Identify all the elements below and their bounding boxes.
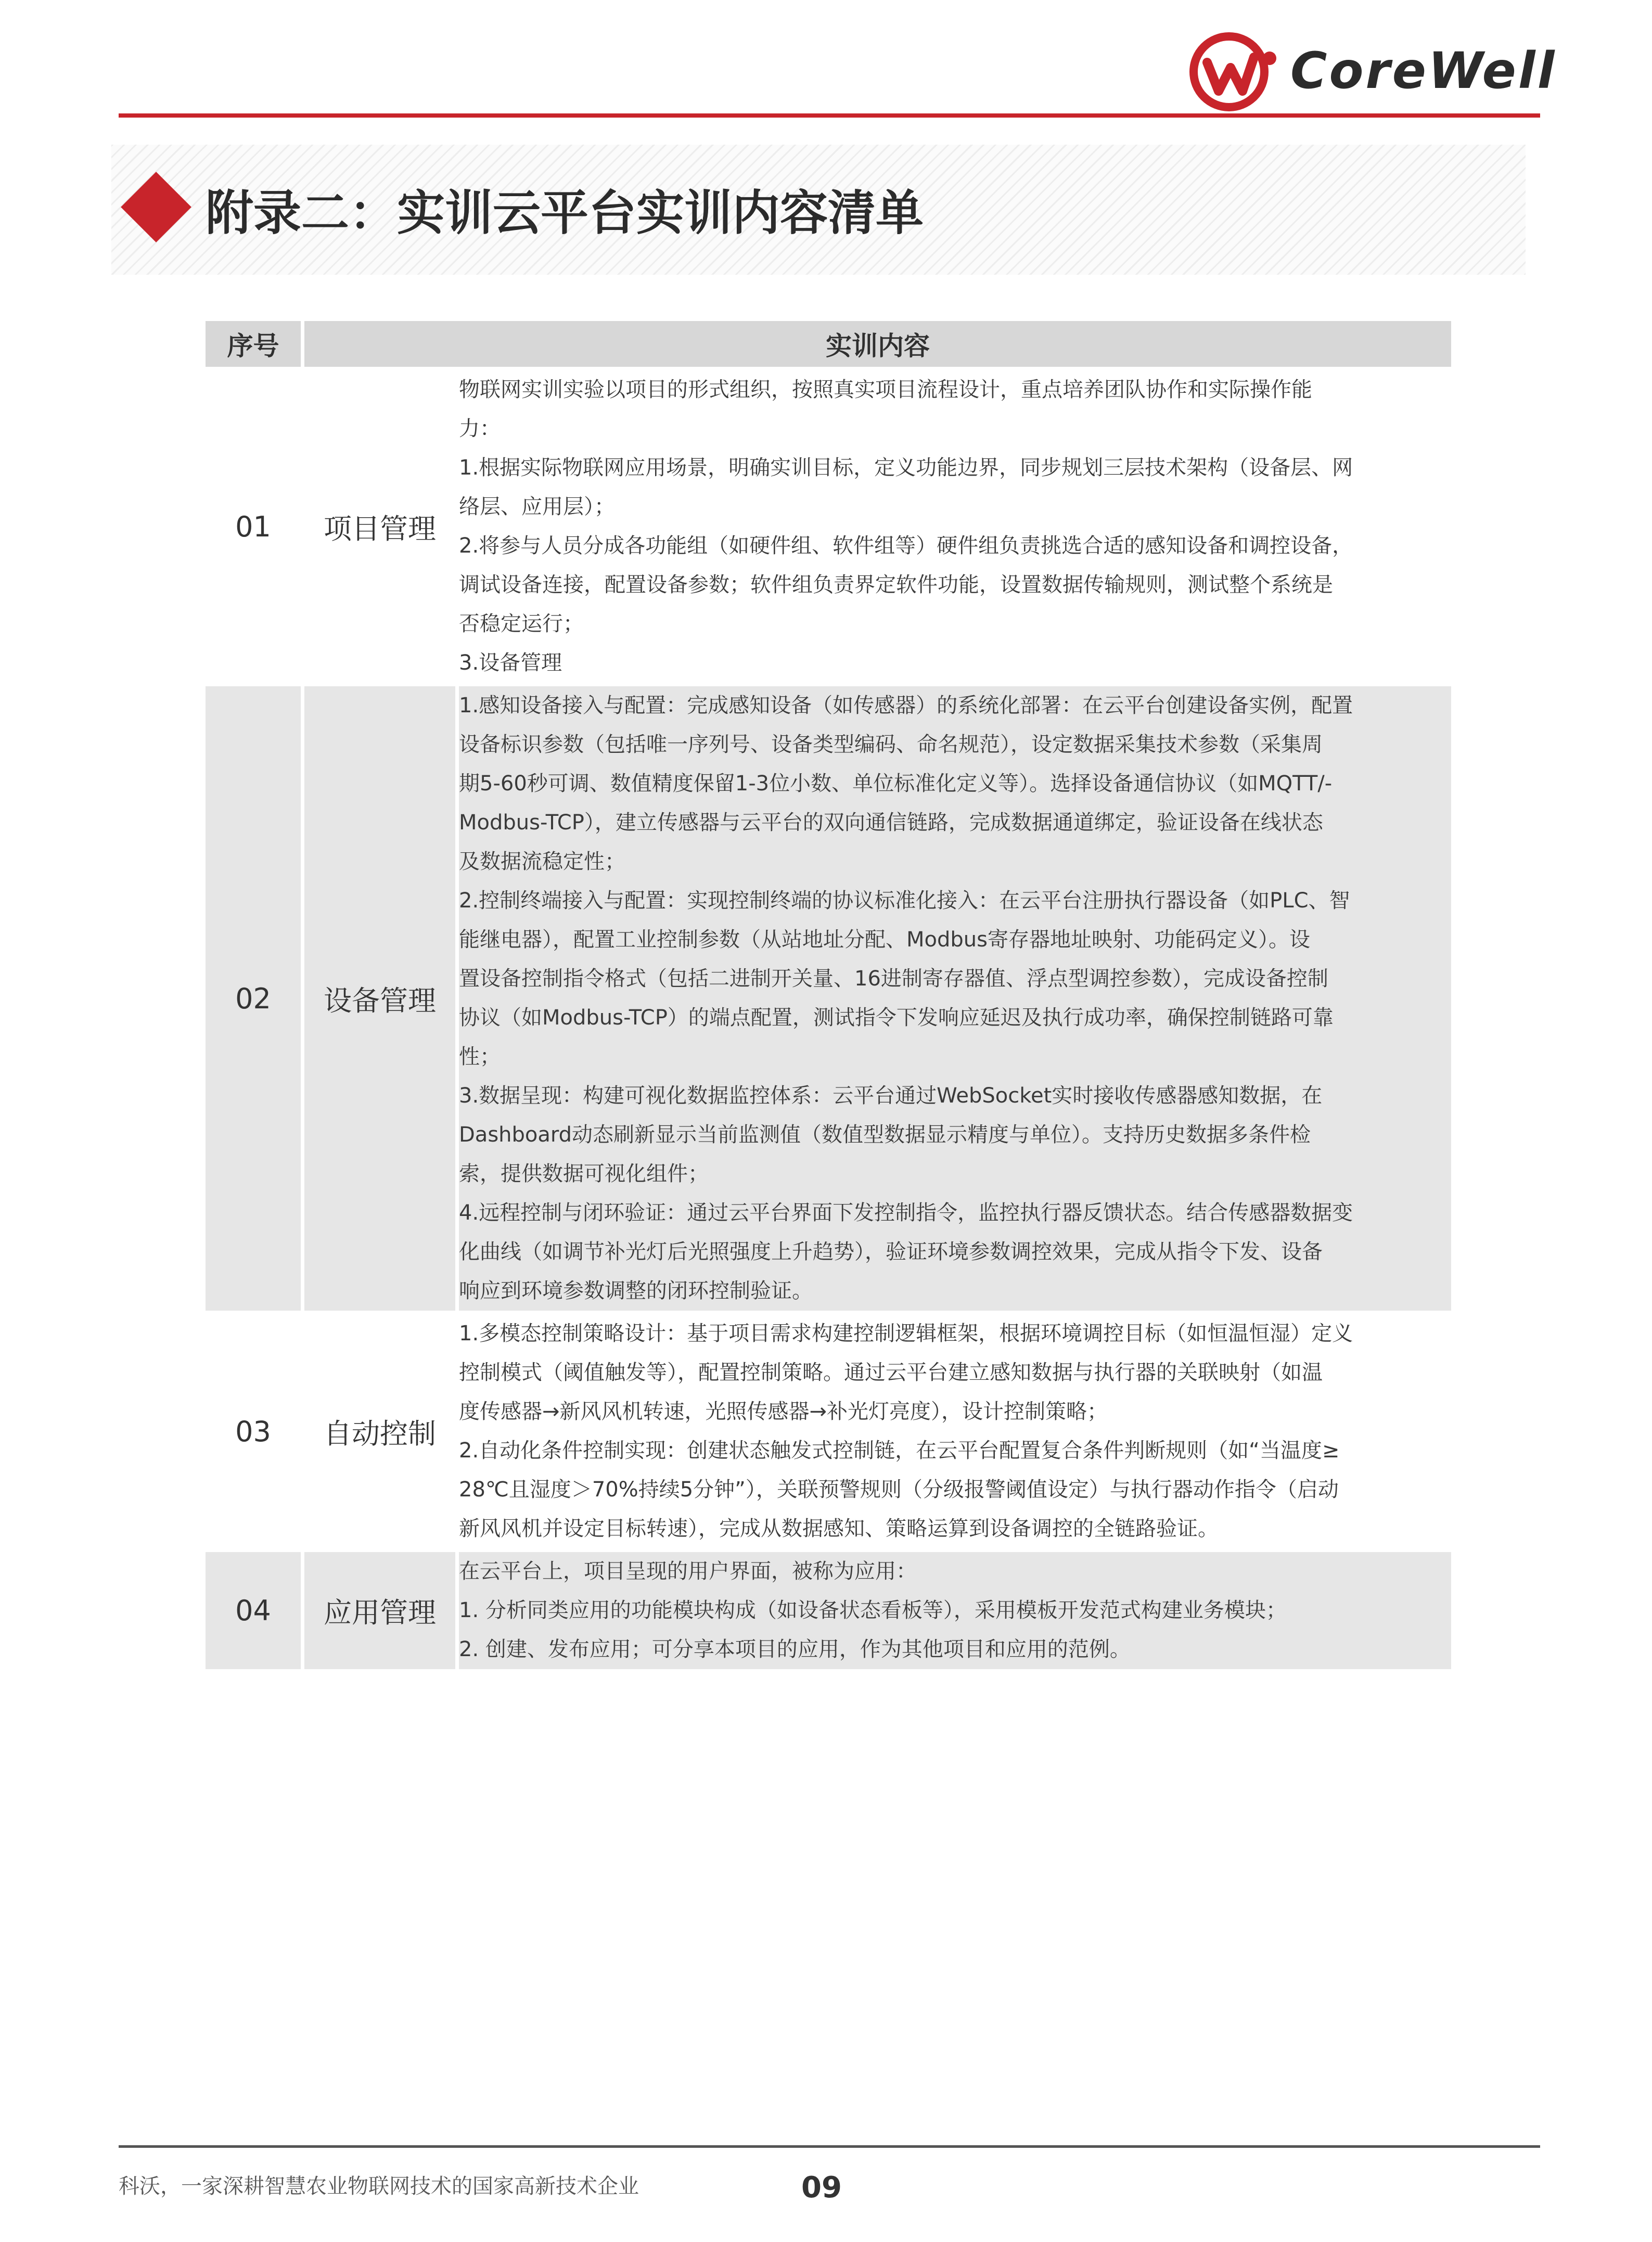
content-line: 2.控制终端接入与配置：实现控制终端的协议标准化接入：在云平台注册执行器设备（如PLC、智: [459, 889, 1350, 913]
content-line: 期5-60秒可调、数值精度保留1-3位小数、单位标准化定义等）。选择设备通信协议（如MQTT/-: [459, 772, 1333, 796]
content-line: 索，提供数据可视化组件；: [459, 1162, 709, 1186]
content-line: 物联网实训实验以项目的形式组织，按照真实项目流程设计，重点培养团队协作和实际操作能: [459, 378, 1312, 402]
header-cell-no: 序号: [206, 321, 301, 367]
header-rule: [119, 113, 1540, 118]
brand-name: CoreWell: [1290, 42, 1557, 100]
content-line: 1. 分析同类应用的功能模块构成（如设备状态看板等），采用模板开发范式构建业务模块；: [459, 1598, 1287, 1622]
table-row: [206, 686, 1451, 1311]
row-category: 项目管理: [304, 370, 455, 683]
row-number: 02: [206, 686, 301, 1311]
content-line: 1.多模态控制策略设计：基于项目需求构建控制逻辑框架，根据环境调控目标（如恒温恒湿）定义: [459, 1322, 1353, 1346]
row-content: [459, 1552, 1451, 1669]
content-line: 4.远程控制与闭环验证：通过云平台界面下发控制指令，监控执行器反馈状态。结合传感器数据变: [459, 1201, 1353, 1225]
row-category: 设备管理: [304, 686, 455, 1311]
content-line: 3.设备管理: [459, 651, 562, 675]
page-title: 附录二：实训云平台实训内容清单: [206, 185, 924, 241]
footer-tagline: 科沃，一家深耕智慧农业物联网技术的国家高新技术企业: [119, 2174, 639, 2198]
content-line: 设备标识参数（包括唯一序列号、设备类型编码、命名规范），设定数据采集技术参数（采集周: [459, 733, 1323, 757]
row-category: 应用管理: [304, 1552, 455, 1669]
content-line: 度传感器→新风风机转速，光照传感器→补光灯亮度），设计控制策略；: [459, 1400, 1108, 1424]
content-line: 能继电器），配置工业控制参数（从站地址分配、Modbus寄存器地址映射、功能码定义）。设: [459, 928, 1310, 952]
content-line: 否稳定运行；: [459, 612, 584, 636]
training-content-table: [202, 317, 1455, 1673]
content-line: 置设备控制指令格式（包括二进制开关量、16进制寄存器值、浮点型调控参数），完成设备控制: [459, 967, 1328, 991]
content-line: 性；: [459, 1045, 501, 1069]
content-line: 络层、应用层）；: [459, 495, 615, 519]
table-row: [206, 1314, 1451, 1548]
content-line: 及数据流稳定性；: [459, 850, 625, 874]
content-line: 力：: [459, 417, 501, 441]
header-cell-content: 实训内容: [304, 321, 1451, 367]
content-line: 在云平台上，项目呈现的用户界面，被称为应用：: [459, 1559, 917, 1583]
content-line: 2.将参与人员分成各功能组（如硬件组、软件组等）硬件组负责挑选合适的感知设备和调控设备，: [459, 534, 1353, 558]
table-row: [206, 370, 1451, 683]
content-line: 1.根据实际物联网应用场景，明确实训目标，定义功能边界，同步规划三层技术架构（设备层、网: [459, 456, 1353, 480]
corewell-logo-icon: [1186, 26, 1280, 114]
row-content: [459, 686, 1451, 1311]
content-line: 协议（如Modbus-TCP）的端点配置，测试指令下发响应延迟及执行成功率，确保控制链路可靠: [459, 1006, 1334, 1030]
content-line: 3.数据呈现：构建可视化数据监控体系：云平台通过WebSocket实时接收传感器感知数据，在: [459, 1084, 1323, 1108]
row-number: 03: [206, 1314, 301, 1548]
row-category: 自动控制: [304, 1314, 455, 1548]
content-line: Dashboard动态刷新显示当前监测值（数值型数据显示精度与单位）。支持历史数据多条件检: [459, 1123, 1311, 1147]
table-row: [206, 1552, 1451, 1669]
content-line: 响应到环境参数调整的闭环控制验证。: [459, 1279, 813, 1303]
content-line: 1.感知设备接入与配置：完成感知设备（如传感器）的系统化部署：在云平台创建设备实例，配置: [459, 694, 1353, 718]
page-number: 09: [801, 2171, 842, 2205]
content-line: 控制模式（阈值触发等），配置控制策略。通过云平台建立感知数据与执行器的关联映射（如温: [459, 1361, 1323, 1385]
row-content: [459, 1314, 1451, 1548]
row-number: 01: [206, 370, 301, 683]
row-number: 04: [206, 1552, 301, 1669]
row-content: [459, 370, 1451, 683]
footer-rule: [119, 2145, 1540, 2148]
content-line: 28℃且湿度＞70%持续5分钟”），关联预警规则（分级报警阈值设定）与执行器动作指令（启动: [459, 1478, 1339, 1502]
brand-logo: [1186, 26, 1557, 114]
content-line: 化曲线（如调节补光灯后光照强度上升趋势），验证环境参数调控效果，完成从指令下发、设备: [459, 1240, 1323, 1264]
content-line: 新风风机并设定目标转速），完成从数据感知、策略运算到设备调控的全链路验证。: [459, 1517, 1219, 1541]
content-line: 2.自动化条件控制实现：创建状态触发式控制链，在云平台配置复合条件判断规则（如“当温度≥: [459, 1439, 1340, 1463]
content-line: Modbus-TCP），建立传感器与云平台的双向通信链路，完成数据通道绑定，验证设备在线状态: [459, 811, 1323, 835]
content-line: 调试设备连接，配置设备参数；软件组负责界定软件功能，设置数据传输规则，测试整个系统是: [459, 573, 1333, 597]
content-line: 2. 创建、发布应用；可分享本项目的应用，作为其他项目和应用的范例。: [459, 1637, 1131, 1661]
